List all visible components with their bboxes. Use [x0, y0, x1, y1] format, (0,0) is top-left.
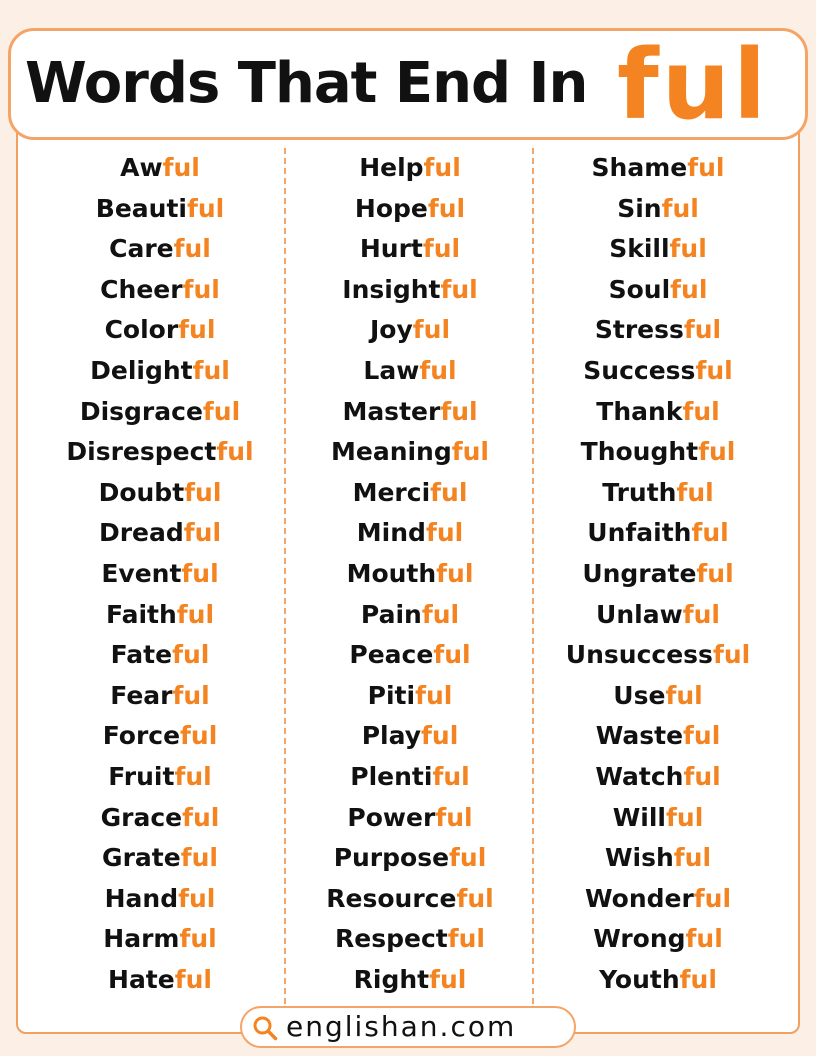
word-suffix: ful [691, 518, 729, 548]
word-item [534, 189, 782, 230]
word-suffix: ful [178, 883, 216, 913]
word-stem: Merci [352, 477, 431, 507]
word-suffix: ful [181, 558, 219, 588]
word-item [286, 148, 534, 189]
word-suffix: ful [695, 355, 733, 385]
word-item [534, 716, 782, 757]
word-suffix: ful [669, 234, 707, 264]
word-suffix: ful [436, 558, 474, 588]
word-suffix: ful [202, 396, 241, 426]
word-item [286, 513, 534, 554]
word-item [534, 595, 782, 636]
word-item [534, 554, 782, 595]
word-item [36, 392, 284, 433]
word-stem: Hand [104, 883, 179, 913]
word-item [534, 310, 782, 351]
word-item [534, 270, 782, 311]
word-stem: Help [359, 153, 424, 182]
word-suffix: ful [421, 721, 459, 751]
word-item [534, 351, 782, 392]
word-item [286, 676, 534, 717]
word-stem: Skill [609, 234, 670, 264]
word-item [286, 838, 534, 879]
word-suffix: ful [449, 843, 487, 873]
word-stem: Mouth [346, 558, 437, 588]
word-stem: Play [361, 721, 422, 751]
word-stem: Truth [602, 477, 677, 507]
word-item [36, 838, 284, 879]
word-suffix: ful [456, 883, 494, 913]
word-stem: Aw [120, 153, 163, 182]
word-item [286, 960, 534, 1001]
word-item [36, 270, 284, 311]
word-item [36, 554, 284, 595]
word-item [534, 229, 782, 270]
word-stem: Fate [110, 640, 173, 670]
word-suffix: ful [179, 924, 217, 954]
word-suffix: ful [162, 153, 200, 182]
word-item [36, 879, 284, 920]
word-suffix: ful [666, 802, 704, 832]
word-item [36, 595, 284, 636]
word-stem: Plenti [350, 761, 433, 791]
word-stem: Youth [599, 964, 680, 994]
word-stem: Pain [360, 599, 422, 629]
word-suffix: ful [186, 193, 225, 223]
word-suffix: ful [683, 315, 722, 345]
word-item [534, 473, 782, 514]
word-item [36, 310, 284, 351]
word-suffix: ful [679, 964, 717, 994]
word-stem: Wrong [593, 924, 686, 954]
word-suffix: ful [683, 721, 721, 751]
word-stem: Unfaith [587, 518, 692, 548]
word-columns [36, 148, 780, 1004]
word-suffix: ful [670, 274, 708, 304]
word-stem: Resource [326, 883, 457, 913]
word-item [36, 635, 284, 676]
word-item [534, 513, 782, 554]
word-stem: Success [583, 355, 696, 385]
word-suffix: ful [687, 153, 725, 182]
word-suffix: ful [447, 924, 485, 954]
word-suffix: ful [685, 924, 723, 954]
word-stem: Right [353, 964, 430, 994]
word-item [534, 148, 782, 189]
word-suffix: ful [429, 964, 467, 994]
word-stem: Hurt [359, 234, 423, 264]
word-stem: Purpose [333, 843, 450, 873]
word-item [36, 919, 284, 960]
word-stem: Insight [342, 274, 441, 304]
word-stem: Will [612, 802, 667, 832]
word-stem: Fruit [108, 761, 175, 791]
word-suffix: ful [174, 964, 212, 994]
word-suffix: ful [172, 640, 210, 670]
word-suffix: ful [425, 518, 464, 548]
word-column-3 [532, 148, 782, 1004]
word-item [36, 148, 284, 189]
word-stem: Waste [595, 721, 684, 751]
word-item [534, 838, 782, 879]
word-item [534, 635, 782, 676]
word-item [286, 635, 534, 676]
word-item [36, 757, 284, 798]
word-stem: Dread [98, 518, 184, 548]
word-stem: Event [101, 558, 182, 588]
word-suffix: ful [182, 274, 220, 304]
word-stem: Harm [103, 924, 180, 954]
word-stem: Use [613, 680, 666, 710]
word-item [286, 757, 534, 798]
word-item [36, 798, 284, 839]
word-item [36, 473, 284, 514]
word-item [286, 189, 534, 230]
word-stem: Thank [596, 396, 683, 426]
word-suffix: ful [676, 477, 714, 507]
word-suffix: ful [682, 599, 720, 629]
word-suffix: ful [178, 315, 216, 345]
website-badge [240, 1006, 576, 1048]
word-item [286, 392, 534, 433]
word-stem: Force [102, 721, 181, 751]
word-suffix: ful [180, 843, 218, 873]
search-icon [252, 1015, 278, 1041]
word-stem: Meaning [330, 437, 452, 467]
word-suffix: ful [712, 640, 751, 670]
word-stem: Law [363, 355, 420, 385]
word-stem: Care [109, 234, 174, 264]
word-stem: Grate [102, 843, 181, 873]
word-item [286, 919, 534, 960]
word-stem: Grace [100, 802, 183, 832]
word-stem: Wish [604, 843, 674, 873]
word-suffix: ful [682, 396, 720, 426]
word-stem: Shame [591, 153, 688, 182]
word-suffix: ful [174, 761, 212, 791]
word-stem: Doubt [98, 477, 185, 507]
word-stem: Disgrace [79, 396, 203, 426]
word-suffix: ful [419, 355, 457, 385]
word-item [286, 554, 534, 595]
word-suffix: ful [440, 274, 478, 304]
word-stem: Unlaw [596, 599, 683, 629]
word-stem: Stress [594, 315, 684, 345]
word-suffix: ful [423, 153, 461, 182]
word-suffix: ful [451, 437, 489, 467]
word-item [534, 919, 782, 960]
word-suffix: ful [698, 437, 736, 467]
word-item [286, 229, 534, 270]
word-suffix: ful [421, 599, 460, 629]
word-stem: Beauti [95, 193, 187, 223]
word-stem: Watch [595, 761, 684, 791]
word-stem: Wonder [584, 883, 694, 913]
word-stem: Cheer [100, 274, 183, 304]
word-suffix: ful [427, 193, 466, 223]
word-suffix: ful [192, 355, 230, 385]
word-stem: Thought [580, 437, 699, 467]
word-stem: Hate [108, 964, 175, 994]
word-stem: Peace [349, 640, 434, 670]
word-stem: Piti [367, 680, 416, 710]
word-suffix: ful [683, 761, 721, 791]
word-column-2 [284, 148, 534, 1004]
word-item [534, 757, 782, 798]
word-suffix: ful [435, 802, 473, 832]
word-item [286, 473, 534, 514]
word-suffix: ful [430, 477, 468, 507]
word-stem: Faith [105, 599, 177, 629]
word-item [534, 798, 782, 839]
word-item [36, 351, 284, 392]
word-item [286, 716, 534, 757]
word-item [534, 960, 782, 1001]
word-suffix: ful [176, 599, 215, 629]
word-item [534, 392, 782, 433]
word-stem: Color [104, 315, 179, 345]
word-stem: Respect [335, 924, 448, 954]
word-item [36, 189, 284, 230]
word-item [36, 676, 284, 717]
word-stem: Hope [354, 193, 428, 223]
word-suffix: ful [693, 883, 732, 913]
title-suffix: ful [617, 29, 770, 141]
word-item [286, 432, 534, 473]
word-suffix: ful [440, 396, 478, 426]
word-stem: Fear [110, 680, 173, 710]
word-suffix: ful [432, 761, 470, 791]
word-suffix: ful [182, 802, 220, 832]
word-suffix: ful [433, 640, 471, 670]
word-suffix: ful [415, 680, 453, 710]
word-suffix: ful [673, 843, 712, 873]
word-stem: Joy [369, 315, 413, 345]
page-title: Words That End In [25, 51, 588, 116]
word-suffix: ful [661, 193, 699, 223]
word-suffix: ful [184, 477, 222, 507]
word-stem: Mind [356, 518, 426, 548]
word-item [36, 960, 284, 1001]
word-suffix: ful [216, 437, 254, 467]
word-item [286, 310, 534, 351]
word-item [286, 351, 534, 392]
word-item [36, 432, 284, 473]
word-stem: Unsuccess [565, 640, 713, 670]
word-stem: Ungrate [582, 558, 697, 588]
word-stem: Disrespect [66, 437, 217, 467]
word-suffix: ful [412, 315, 451, 345]
word-suffix: ful [422, 234, 461, 264]
word-stem: Power [347, 802, 436, 832]
word-suffix: ful [173, 234, 211, 264]
word-item [286, 595, 534, 636]
word-column-1 [36, 148, 284, 1004]
title-banner [8, 28, 808, 140]
website-url: englishan.com [286, 1010, 517, 1043]
word-item [36, 716, 284, 757]
word-suffix: ful [172, 680, 210, 710]
word-stem: Delight [90, 355, 193, 385]
word-stem: Sin [617, 193, 662, 223]
word-suffix: ful [180, 721, 218, 751]
word-suffix: ful [183, 518, 222, 548]
word-item [534, 879, 782, 920]
word-item [534, 432, 782, 473]
word-item [534, 676, 782, 717]
word-stem: Soul [608, 274, 671, 304]
word-item [286, 798, 534, 839]
word-item [36, 513, 284, 554]
word-item [286, 270, 534, 311]
word-item [286, 879, 534, 920]
word-suffix: ful [696, 558, 734, 588]
word-stem: Master [342, 396, 441, 426]
word-suffix: ful [665, 680, 703, 710]
word-item [36, 229, 284, 270]
